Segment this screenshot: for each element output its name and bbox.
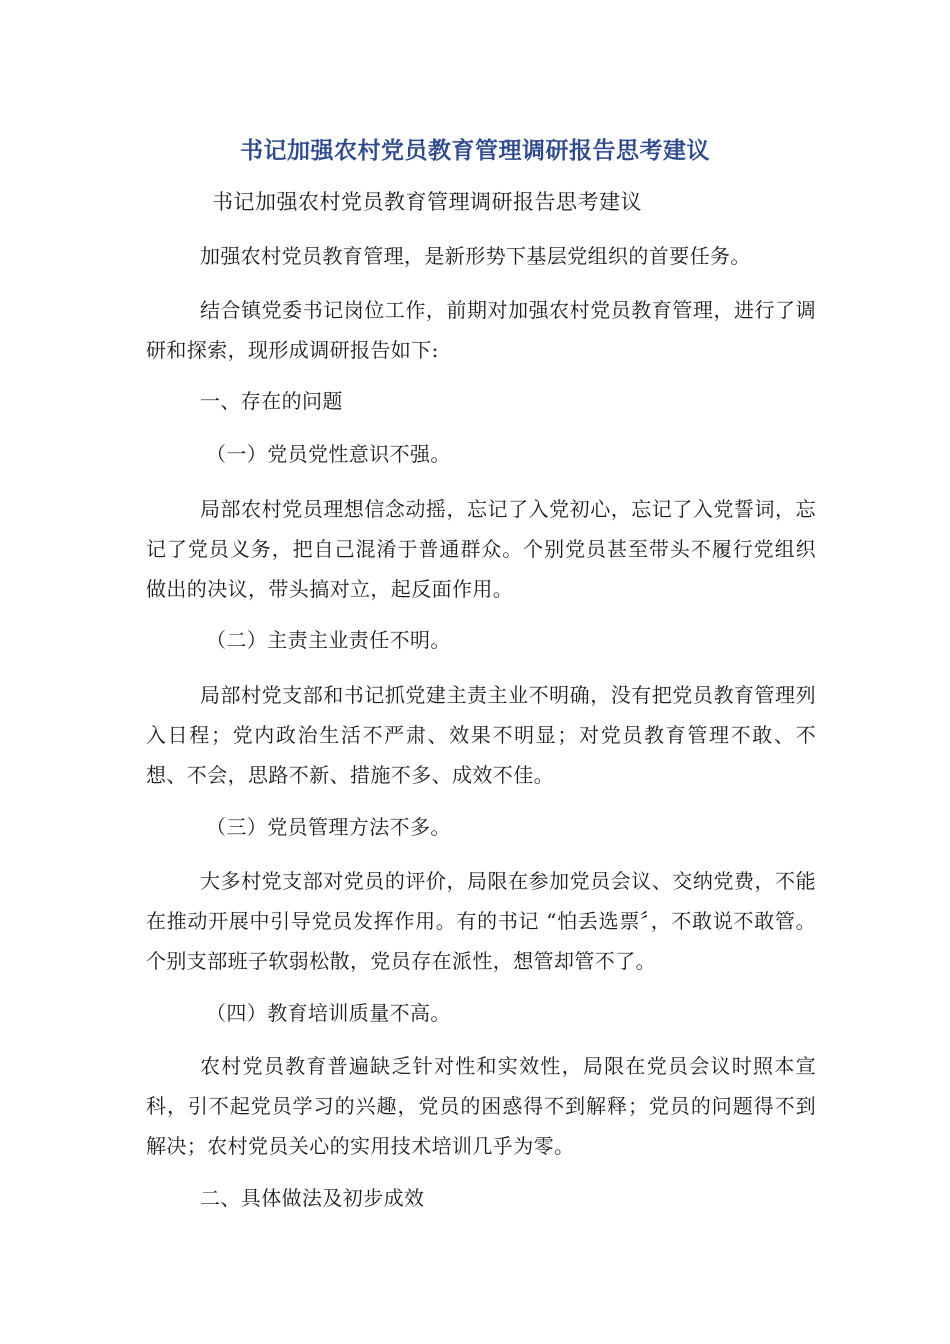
item-4-heading: （四）教育培训质量不高。 <box>206 1001 451 1025</box>
item-1-paragraph: 局部农村党员理想信念动摇，忘记了入党初心，忘记了入党誓词，忘记了党员义务，把自己混淆于普通群众。个别党员甚至带头不履行党组织做出的决议，带头搞对立，起反面作用。 <box>146 497 816 601</box>
item-3-paragraph: 大多村党支部对党员的评价，局限在参加党员会议、交纳党费，不能在推动开展中引导党员发挥作用。有的书记 “怕丢选票〞，不敢说不敢管。个别支部班子软弱松散，党员存在派性，想管却管不了。 <box>146 869 816 973</box>
intro-paragraph-1: 加强农村党员教育管理，是新形势下基层党组织的首要任务。 <box>200 244 751 268</box>
item-1-heading: （一）党员党性意识不强。 <box>206 442 451 466</box>
section-2-heading: 二、具体做法及初步成效 <box>200 1186 425 1210</box>
document-subtitle: 书记加强农村党员教育管理调研报告思考建议 <box>212 190 642 214</box>
item-4-paragraph: 农村党员教育普遍缺乏针对性和实效性，局限在党员会议时照本宣科，引不起党员学习的兴趣，党员的困惑得不到解释；党员的问题得不到解决；农村党员关心的实用技术培训几乎为零。 <box>146 1054 816 1158</box>
section-1-heading: 一、存在的问题 <box>200 389 343 413</box>
item-2-heading: （二）主责主业责任不明。 <box>206 628 451 652</box>
item-2-paragraph: 局部村党支部和书记抓党建主责主业不明确，没有把党员教育管理列入日程；党内政治生活不严肃、效果不明显；对党员教育管理不敢、不想、不会，思路不新、措施不多、成效不佳。 <box>146 683 816 787</box>
intro-paragraph-2: 结合镇党委书记岗位工作，前期对加强农村党员教育管理，进行了调研和探索，现形成调研报告如下: <box>146 298 816 362</box>
document-title: 书记加强农村党员教育管理调研报告思考建议 <box>240 138 710 164</box>
item-3-heading: （三）党员管理方法不多。 <box>206 815 451 839</box>
